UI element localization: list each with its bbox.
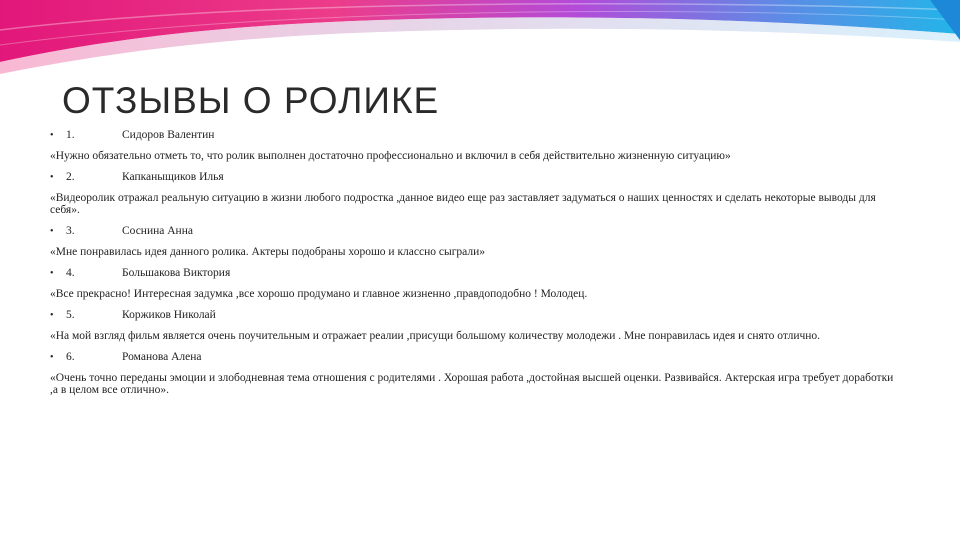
- review-item: [50, 348, 900, 396]
- reviewer-name: Соснина Анна: [122, 225, 193, 237]
- reviewer-line: [50, 168, 900, 188]
- review-number: 3.: [66, 225, 75, 237]
- bullet-icon: •: [50, 130, 54, 141]
- review-number: 6.: [66, 351, 75, 363]
- reviewer-name: Большакова Виктория: [122, 267, 231, 279]
- review-text: «Все прекрасно! Интересная задумка ,все хорошо продумано и главное жизненно ,правдоподобно ! Молодец.: [50, 288, 588, 300]
- reviewer-name: Сидоров Валентин: [122, 129, 215, 141]
- reviewer-line: [50, 126, 900, 146]
- review-item: [50, 126, 900, 162]
- reviewer-line: [50, 264, 900, 284]
- page-title: ОТЗЫВЫ О РОЛИКЕ: [62, 80, 440, 121]
- review-number: 1.: [66, 129, 75, 141]
- review-text: «Мне понравилась идея данного ролика. Актеры подобраны хорошо и классно сыграли»: [50, 246, 486, 258]
- reviewer-name: Капканыщиков Илья: [122, 171, 224, 183]
- review-item: [50, 222, 900, 258]
- bullet-icon: •: [50, 310, 54, 321]
- review-number: 2.: [66, 171, 75, 183]
- review-text: «На мой взгляд фильм является очень поучительным и отражает реалии ,присущи большому количеству молодежи . Мне понравилась идея и снято отлично.: [50, 330, 821, 342]
- reviewer-line: [50, 348, 900, 368]
- review-number: 5.: [66, 309, 75, 321]
- reviewer-line: [50, 222, 900, 242]
- review-text: «Нужно обязательно отметь то, что ролик выполнен достаточно профессионально и включил в себя действительно жизненную ситуацию»: [50, 150, 731, 162]
- review-number: 4.: [66, 267, 75, 279]
- reviewer-name: Романова Алена: [122, 351, 202, 363]
- reviewer-name: Коржиков Николай: [122, 309, 216, 321]
- bullet-icon: •: [50, 172, 54, 183]
- bullet-icon: •: [50, 226, 54, 237]
- review-text: «Видеоролик отражал реальную ситуацию в жизни любого подростка ,данное видео еще раз заставляет задуматься о наших ценностях и сделать некоторые выводы для себя».: [50, 192, 876, 216]
- reviewer-line: [50, 306, 900, 326]
- reviews-list: [50, 126, 900, 402]
- review-item: [50, 264, 900, 300]
- review-text: «Очень точно переданы эмоции и злободневная тема отношения с родителями . Хорошая работа ,достойная высшей оценки. Развивайся. Актерская игра требует доработки ,а в целом все отлично».: [50, 372, 894, 396]
- review-item: [50, 168, 900, 216]
- bullet-icon: •: [50, 352, 54, 363]
- review-item: [50, 306, 900, 342]
- bullet-icon: •: [50, 268, 54, 279]
